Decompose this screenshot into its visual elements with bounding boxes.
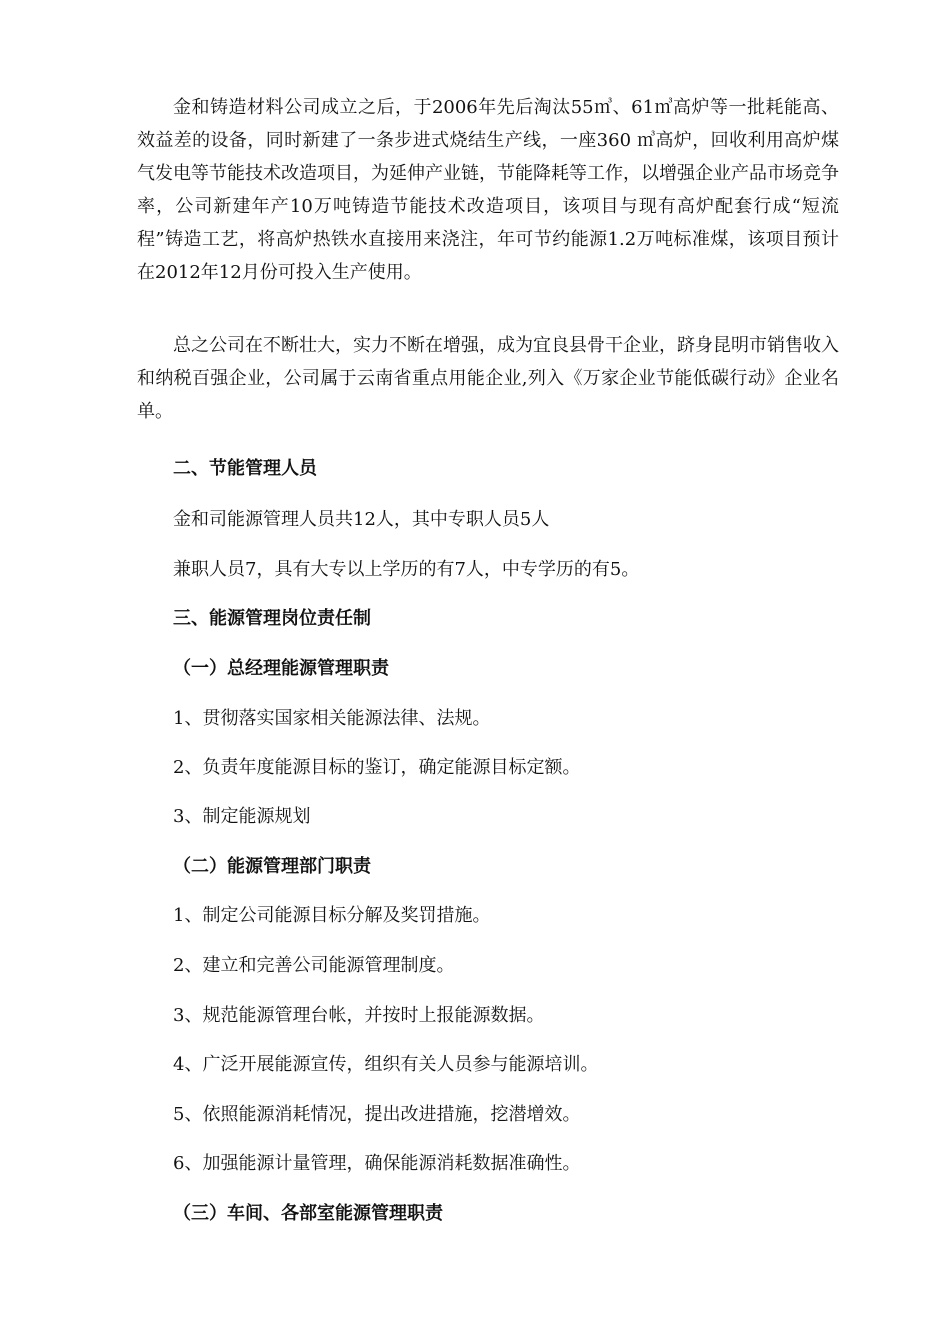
subheading-energy-department: （二）能源管理部门职责 xyxy=(173,856,371,877)
staff-line-1: 金和司能源管理人员共12人，其中专职人员5人 xyxy=(173,509,550,530)
dept-duty-item: 1、制定公司能源目标分解及奖罚措施。 xyxy=(173,905,491,926)
dept-duty-item: 2、建立和完善公司能源管理制度。 xyxy=(173,955,455,976)
subheading-general-manager: （一）总经理能源管理职责 xyxy=(173,658,389,679)
intro-paragraph-1: 金和铸造材料公司成立之后，于2006年先后淘汰55㎥、61㎥高炉等一批耗能高、效益差的设备，同时新建了一条步进式烧结生产线，一座360 ㎥高炉，回收利用高炉煤气发电等节能技术改造项目，为延伸产业链，节能降耗等工作，以增强企业产品市场竞争率，公司新建年产10万吨铸造节能技术改造项目，该项目与现有高炉配套行成“短流程”铸造工艺，将高炉热铁水直接用来浇注，年可节约能源1.2万吨标准煤，该项目预计在2012年12月份可投入生产使用。 xyxy=(137,97,839,283)
gm-duty-item: 2、负责年度能源目标的鉴订，确定能源目标定额。 xyxy=(173,757,581,778)
intro-paragraph-2: 总之公司在不断壮大，实力不断在增强，成为宜良县骨干企业，跻身昆明市销售收入和纳税百强企业，公司属于云南省重点用能企业,列入《万家企业节能低碳行动》企业名单。 xyxy=(137,335,839,422)
dept-duty-item: 5、依照能源消耗情况，提出改进措施，挖潜增效。 xyxy=(173,1104,581,1125)
gm-duty-item: 1、贯彻落实国家相关能源法律、法规。 xyxy=(173,708,491,729)
dept-duty-item: 4、广泛开展能源宣传，组织有关人员参与能源培训。 xyxy=(173,1054,599,1075)
staff-line-2: 兼职人员7，具有大专以上学历的有7人，中专学历的有5。 xyxy=(173,559,640,580)
gm-duty-item: 3、制定能源规划 xyxy=(173,806,311,827)
section-heading-staff: 二、节能管理人员 xyxy=(173,458,317,479)
dept-duty-item: 3、规范能源管理台帐，并按时上报能源数据。 xyxy=(173,1005,545,1026)
subheading-workshop: （三）车间、各部室能源管理职责 xyxy=(173,1203,443,1224)
section-heading-responsibility: 三、能源管理岗位责任制 xyxy=(173,608,371,629)
dept-duty-item: 6、加强能源计量管理，确保能源消耗数据准确性。 xyxy=(173,1153,581,1174)
